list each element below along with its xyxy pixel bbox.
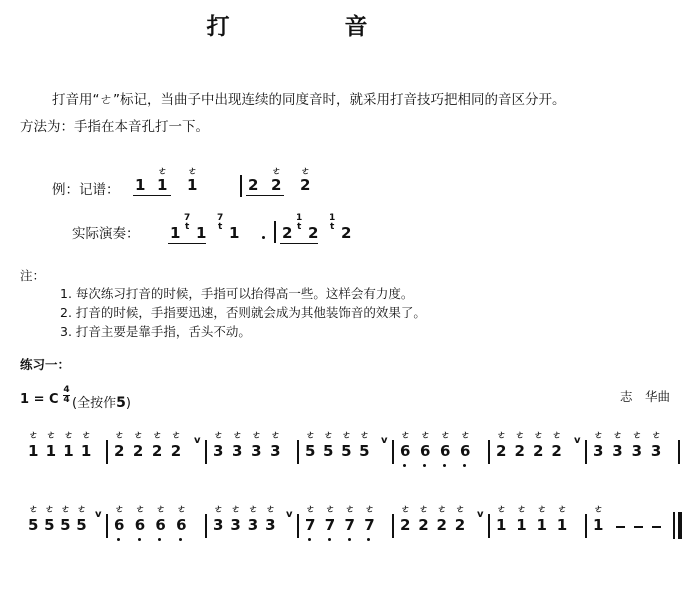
tap-mark: ㄜ bbox=[306, 431, 316, 441]
tap-mark: ㄜ bbox=[594, 505, 604, 515]
barline bbox=[240, 175, 242, 197]
tap-mark: ㄜ bbox=[594, 431, 604, 441]
score-note: 2 bbox=[400, 516, 411, 534]
breath-mark: v bbox=[286, 509, 293, 520]
score-note: 1 bbox=[496, 516, 507, 534]
tap-mark: ㄜ bbox=[533, 431, 543, 441]
underline bbox=[133, 195, 171, 196]
score-note: 6 bbox=[114, 516, 125, 534]
example-play-note: 2 bbox=[282, 224, 293, 242]
tap-mark: ㄜ bbox=[214, 431, 224, 441]
example-play-note: 1 bbox=[196, 224, 207, 242]
low-octave-dot bbox=[463, 464, 466, 467]
time-signature bbox=[63, 386, 70, 405]
score-note: 3 bbox=[251, 442, 262, 460]
tap-mark: ㄜ bbox=[133, 431, 143, 441]
score-note: 1 bbox=[536, 516, 547, 534]
score-note: 3 bbox=[593, 442, 604, 460]
score-note: 6 bbox=[440, 442, 451, 460]
tap-mark: ㄜ bbox=[46, 431, 56, 441]
score-note: 2 bbox=[551, 442, 562, 460]
score-note: 5 bbox=[359, 442, 370, 460]
tap-mark: ㄜ bbox=[455, 505, 465, 515]
meter-bottom: 4 bbox=[63, 395, 70, 405]
example-play-note: 2 bbox=[341, 224, 352, 242]
barline bbox=[205, 440, 207, 464]
score-note: 2 bbox=[418, 516, 429, 534]
page-title: 打 音 bbox=[206, 14, 414, 40]
example-score-label: 例：记谱： bbox=[52, 182, 120, 198]
barline bbox=[488, 514, 490, 538]
final-barline-thick bbox=[678, 512, 682, 539]
tap-mark: ㄜ bbox=[214, 505, 224, 515]
score-note: 6 bbox=[176, 516, 187, 534]
score-note: 5 bbox=[341, 442, 352, 460]
barline bbox=[297, 514, 299, 538]
score-note: 5 bbox=[323, 442, 334, 460]
score-note: 3 bbox=[247, 516, 259, 534]
score-note: 6 bbox=[134, 516, 146, 534]
breath-mark: v bbox=[574, 435, 581, 446]
low-octave-dot bbox=[117, 538, 120, 541]
score-note: 5 bbox=[305, 442, 316, 460]
dot bbox=[262, 236, 265, 239]
score-note: 3 bbox=[213, 442, 224, 460]
low-octave-dot bbox=[328, 538, 331, 541]
underline bbox=[280, 243, 318, 244]
score-note: 2 bbox=[151, 442, 163, 460]
tap-mark: ㄜ bbox=[81, 431, 91, 441]
breath-mark: v bbox=[477, 509, 484, 520]
score-note: 1 bbox=[80, 442, 92, 460]
tap-mark: ㄜ bbox=[29, 431, 39, 441]
barline bbox=[488, 440, 490, 464]
tap-mark: ㄜ bbox=[177, 505, 187, 515]
tap-mark: ㄜ bbox=[188, 167, 198, 177]
score-note: 3 bbox=[270, 442, 281, 460]
score-note: 3 bbox=[213, 516, 224, 534]
barline bbox=[585, 514, 587, 538]
tap-mark: ㄜ bbox=[61, 505, 71, 515]
tap-mark: ㄜ bbox=[64, 431, 74, 441]
tap-mark: ㄜ bbox=[115, 431, 125, 441]
score-note: 6 bbox=[460, 442, 471, 460]
intro-line-1: 打音用“ㄜ”标记，当曲子中出现连续的同度音时，就采用打音技巧把相同的音区分开。 bbox=[52, 92, 566, 108]
tap-mark: ㄜ bbox=[77, 505, 87, 515]
barline bbox=[106, 514, 108, 538]
breath-mark: v bbox=[194, 435, 201, 446]
sustain-dash bbox=[616, 526, 625, 528]
barline bbox=[392, 514, 394, 538]
underline bbox=[168, 243, 206, 244]
score-note: 2 bbox=[532, 442, 544, 460]
tap-mark: ㄜ bbox=[360, 431, 370, 441]
tap-mark: ㄜ bbox=[342, 431, 352, 441]
tap-mark: ㄜ bbox=[557, 505, 567, 515]
example-score-note: 1 bbox=[157, 176, 168, 194]
tap-mark: ㄜ bbox=[613, 431, 623, 441]
tap-mark: ㄜ bbox=[271, 431, 281, 441]
barline bbox=[297, 440, 299, 464]
example-score-note: 1 bbox=[187, 176, 198, 194]
tap-mark: ㄜ bbox=[266, 505, 276, 515]
low-octave-dot bbox=[367, 538, 370, 541]
barline bbox=[585, 440, 587, 464]
score-note: 6 bbox=[420, 442, 431, 460]
tap-mark: ㄜ bbox=[515, 431, 525, 441]
underline bbox=[246, 195, 284, 196]
tap-mark: ㄜ bbox=[158, 167, 168, 177]
score-note: 2 bbox=[170, 442, 182, 460]
tap-mark: ㄜ bbox=[171, 431, 181, 441]
grace-note: 7 t bbox=[184, 213, 191, 232]
breath-mark: v bbox=[381, 435, 388, 446]
tap-mark: ㄜ bbox=[365, 505, 375, 515]
score-note: 7 bbox=[324, 516, 336, 534]
exercise-heading: 练习一： bbox=[20, 357, 71, 372]
breath-mark: v bbox=[95, 509, 102, 520]
score-note: 2 bbox=[114, 442, 125, 460]
tap-mark: ㄜ bbox=[135, 505, 145, 515]
tap-mark: ㄜ bbox=[517, 505, 527, 515]
tap-mark: ㄜ bbox=[156, 505, 166, 515]
score-note: 3 bbox=[265, 516, 276, 534]
tap-mark: ㄜ bbox=[419, 505, 429, 515]
tap-mark: ㄜ bbox=[497, 505, 507, 515]
tap-mark: ㄜ bbox=[401, 431, 411, 441]
tap-mark: ㄜ bbox=[115, 505, 125, 515]
score-note: 3 bbox=[612, 442, 623, 460]
intro-line-2: 方法为：手指在本音孔打一下。 bbox=[20, 119, 209, 135]
score-note: 5 bbox=[76, 516, 87, 534]
score-note: 5 bbox=[28, 516, 39, 534]
score-note: 2 bbox=[496, 442, 507, 460]
composer: 志 华曲 bbox=[620, 389, 671, 404]
low-octave-dot bbox=[443, 464, 446, 467]
meter-top: 4 bbox=[63, 385, 70, 395]
low-octave-dot bbox=[348, 538, 351, 541]
example-score-note: 2 bbox=[271, 176, 282, 194]
score-note: 1 bbox=[28, 442, 39, 460]
barline bbox=[392, 440, 394, 464]
tap-mark: ㄜ bbox=[152, 431, 162, 441]
low-octave-dot bbox=[179, 538, 182, 541]
example-play-note: 1 bbox=[170, 224, 181, 242]
score-note: 2 bbox=[132, 442, 144, 460]
score-note: 2 bbox=[514, 442, 525, 460]
key-signature: 1 = C bbox=[20, 392, 59, 407]
tap-mark: ㄜ bbox=[632, 431, 642, 441]
tap-mark: ㄜ bbox=[29, 505, 39, 515]
tap-mark: ㄜ bbox=[252, 431, 262, 441]
fingering-note: (全按作5) bbox=[72, 395, 131, 411]
score-note: 1 bbox=[556, 516, 568, 534]
final-barline-thin bbox=[673, 512, 675, 539]
tap-mark: ㄜ bbox=[325, 505, 335, 515]
low-octave-dot bbox=[423, 464, 426, 467]
example-play-note: 2 bbox=[308, 224, 319, 242]
barline bbox=[106, 440, 108, 464]
note-item-2: 2. 打音的时候，手指要迅速，否则就会成为其他装饰音的效果了。 bbox=[60, 305, 426, 320]
example-score-note: 1 bbox=[135, 176, 146, 194]
tap-mark: ㄜ bbox=[306, 505, 316, 515]
sustain-dash bbox=[634, 526, 643, 528]
notes-heading: 注： bbox=[20, 268, 46, 283]
score-note: 2 bbox=[436, 516, 447, 534]
score-note: 1 bbox=[516, 516, 527, 534]
low-octave-dot bbox=[403, 464, 406, 467]
tap-mark: ㄜ bbox=[248, 505, 258, 515]
score-note: 5 bbox=[60, 516, 71, 534]
tap-mark: ㄜ bbox=[345, 505, 355, 515]
tap-mark: ㄜ bbox=[437, 505, 447, 515]
sustain-dash bbox=[652, 526, 661, 528]
example-play-label: 实际演奏： bbox=[72, 226, 140, 242]
tap-mark: ㄜ bbox=[301, 167, 311, 177]
note-item-3: 3. 打音主要是靠手指，舌头不动。 bbox=[60, 324, 251, 339]
score-note: 3 bbox=[650, 442, 662, 460]
score-note: 1 bbox=[45, 442, 57, 460]
tap-mark: ㄜ bbox=[45, 505, 55, 515]
note-item-1: 1. 每次练习打音的时候，手指可以抬得高一些。这样会有力度。 bbox=[60, 286, 414, 301]
score-note: 6 bbox=[155, 516, 166, 534]
tap-mark: ㄜ bbox=[421, 431, 431, 441]
score-note: 7 bbox=[344, 516, 355, 534]
score-note: 2 bbox=[454, 516, 466, 534]
barline bbox=[274, 221, 276, 243]
tap-mark: ㄜ bbox=[552, 431, 562, 441]
example-score-note: 2 bbox=[300, 176, 311, 194]
grace-note: 7 t bbox=[217, 213, 224, 232]
score-note: 3 bbox=[631, 442, 642, 460]
low-octave-dot bbox=[138, 538, 141, 541]
barline bbox=[205, 514, 207, 538]
score-note: 1 bbox=[63, 442, 74, 460]
tap-mark: ㄜ bbox=[401, 505, 411, 515]
score-note: 3 bbox=[232, 442, 243, 460]
score-note: 1 bbox=[593, 516, 604, 534]
score-note: 7 bbox=[364, 516, 375, 534]
low-octave-dot bbox=[308, 538, 311, 541]
tap-mark: ㄜ bbox=[461, 431, 471, 441]
score-note: 5 bbox=[44, 516, 55, 534]
score-note: 6 bbox=[400, 442, 411, 460]
grace-note: 1 t bbox=[329, 213, 336, 232]
tap-mark: ㄜ bbox=[651, 431, 661, 441]
barline bbox=[678, 440, 680, 464]
tap-mark: ㄜ bbox=[537, 505, 547, 515]
tap-mark: ㄜ bbox=[497, 431, 507, 441]
tap-mark: ㄜ bbox=[231, 505, 241, 515]
tap-mark: ㄜ bbox=[324, 431, 334, 441]
example-score-note: 2 bbox=[248, 176, 259, 194]
tap-mark: ㄜ bbox=[441, 431, 451, 441]
tap-mark: ㄜ bbox=[233, 431, 243, 441]
tap-mark: ㄜ bbox=[272, 167, 282, 177]
grace-note: 1 t bbox=[296, 213, 303, 232]
score-note: 7 bbox=[305, 516, 316, 534]
low-octave-dot bbox=[158, 538, 161, 541]
score-note: 3 bbox=[230, 516, 241, 534]
example-play-note: 1 bbox=[229, 224, 240, 242]
